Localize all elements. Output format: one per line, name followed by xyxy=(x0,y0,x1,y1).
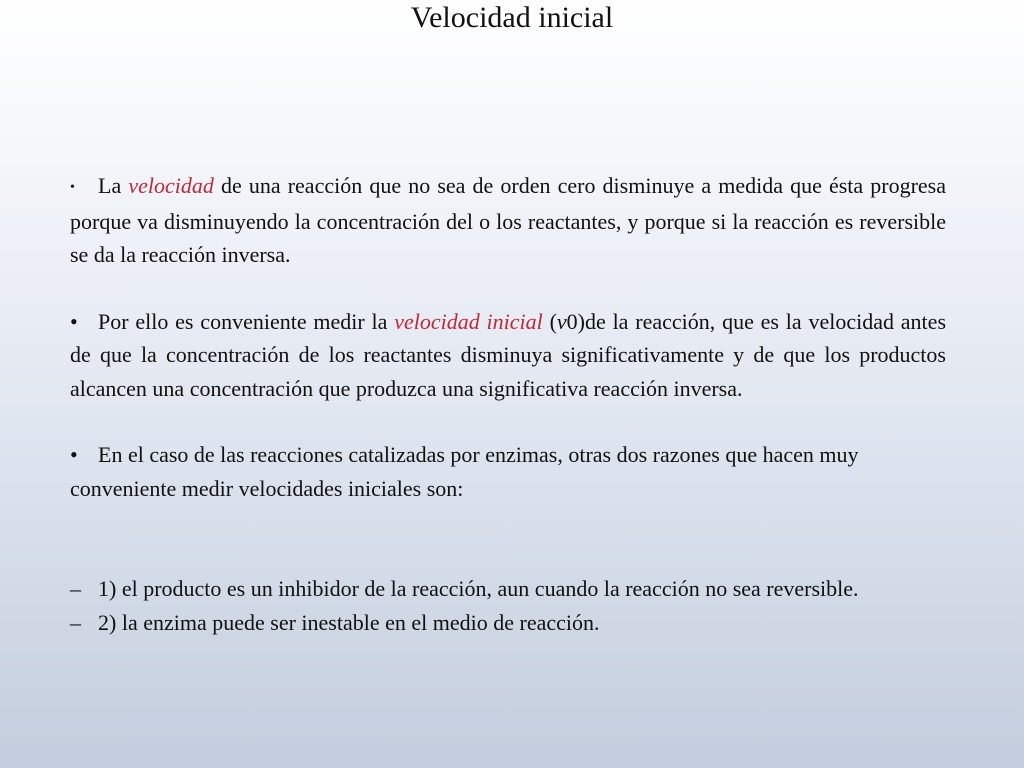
paragraph-velocidad-inicial xyxy=(70,305,946,406)
p2-mid1: ( xyxy=(542,308,557,334)
spacer xyxy=(70,505,946,572)
bullet-icon: • xyxy=(70,180,75,195)
p1-post: de una reacción que no sea de orden cero disminuye a medida que ésta progresa porque va disminuyendo la concentración del o los reactantes, y porque si la reacción es reversible se da la reacción inversa. xyxy=(70,173,946,267)
paragraph-velocidad xyxy=(70,169,946,272)
sub-item-2 xyxy=(70,606,946,640)
spacer xyxy=(70,405,946,438)
p2-mid2: 0)de la reacción, que es la velocidad antes de que la concentración de los reactantes disminuya significativamente y de que los productos alcancen una concentración que produzca una significativa reacción inversa. xyxy=(70,308,946,401)
bullet-icon: • xyxy=(70,442,78,467)
p1-emphasis: velocidad xyxy=(128,173,214,198)
p2-pre: Por ello es conveniente medir la xyxy=(98,308,395,334)
dash-icon: – xyxy=(70,576,81,601)
paragraph-enzimas xyxy=(70,438,946,505)
sub-item-1 xyxy=(70,572,946,606)
bullet-icon: • xyxy=(70,308,78,334)
p3-text: En el caso de las reacciones catalizadas por enzimas, otras dos razones que hacen muy conveniente medir velocidades iniciales son: xyxy=(70,442,859,501)
p2-v-symbol: v xyxy=(556,308,567,334)
p1-pre: La xyxy=(98,173,129,198)
sub1-text: 1) el producto es un inhibidor de la reacción, aun cuando la reacción no sea reversible. xyxy=(98,576,859,601)
spacer xyxy=(70,272,946,305)
p2-emphasis: velocidad inicial xyxy=(394,308,543,334)
slide-body xyxy=(70,169,946,639)
slide-title: Velocidad inicial xyxy=(410,1,614,34)
sub2-text: 2) la enzima puede ser inestable en el medio de reacción. xyxy=(98,609,600,635)
dash-icon: – xyxy=(70,609,81,635)
